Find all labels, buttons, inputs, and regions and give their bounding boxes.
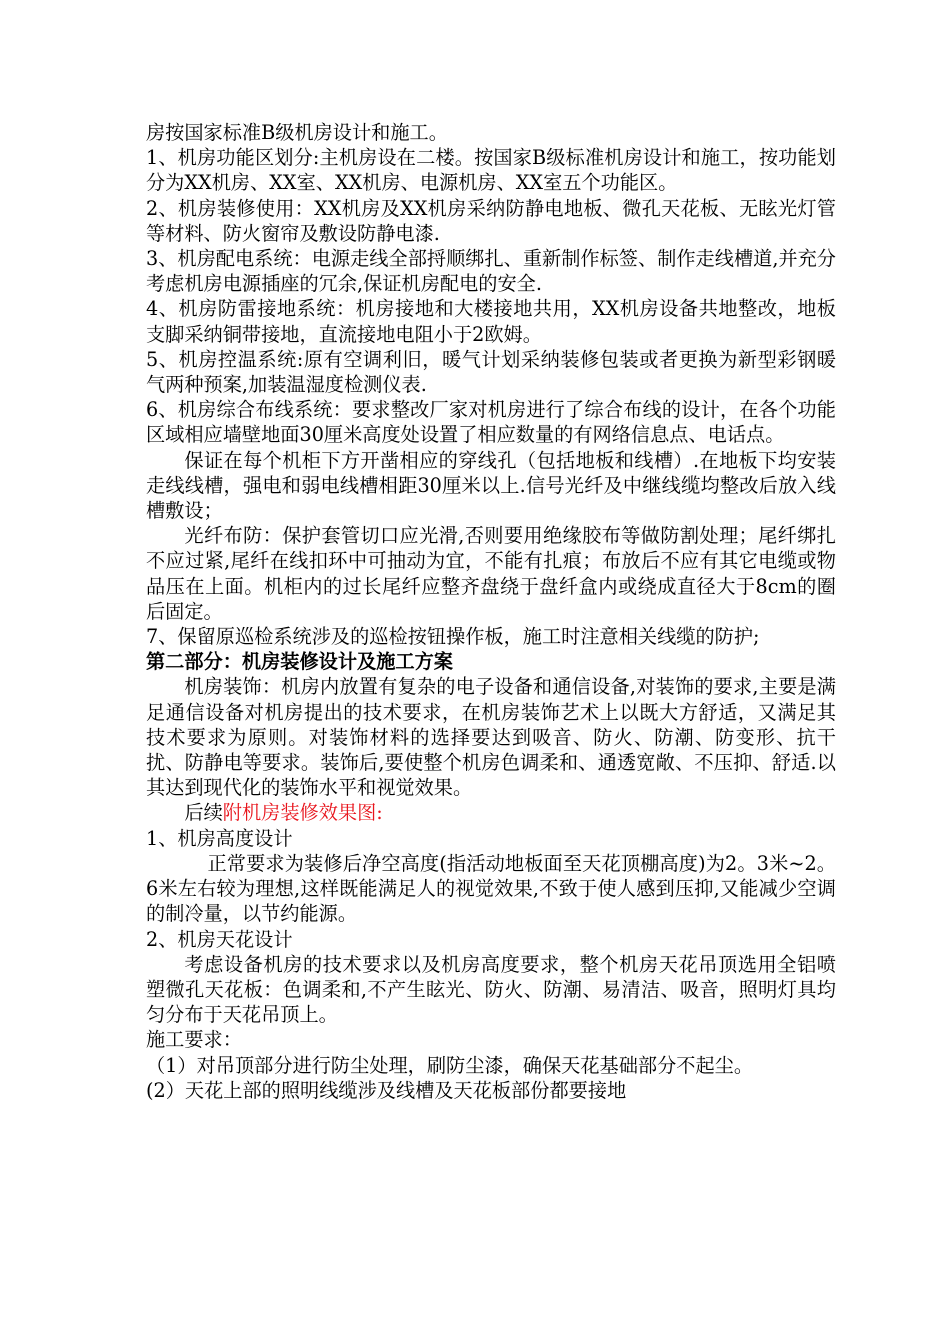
paragraph-item-6: 6、机房综合布线系统：要求整改厂家对机房进行了综合布线的设计，在各个功能区域相应墙壁地面30厘米高度处设置了相应数量的有网络信息点、电话点。 [146,398,836,447]
paragraph-item-1: 1、机房功能区划分:主机房设在二楼。按国家B级标准机房设计和施工，按功能划分为XX机房、XX室、XX机房、电源机房、XX室五个功能区。 [146,146,836,195]
construction-requirements-label: 施工要求： [146,1028,242,1052]
follow-up-prefix: 后续 [184,801,223,825]
paragraph-ceiling: 考虑设备机房的技术要求以及机房高度要求，整个机房天花吊顶选用全铝喷塑微孔天花板：色调柔和,不产生眩光、防火、防潮、易清洁、吸音，照明灯具均匀分布于天花吊顶上。 [146,952,836,1027]
subheading-height-design: 1、机房高度设计 [146,826,293,850]
paragraph-item-4: 4、机房防雷接地系统：机房接地和大楼接地共用，XX机房设备共地整改，地板支脚采纳铜带接地，直流接地电阻小于2欧姆。 [146,297,836,346]
paragraph-height-requirement: 正常要求为装修后净空高度(指活动地板面至天花顶棚高度)为2。3米~2。6米左右较为理想,这样既能满足人的视觉效果,不致于使人感到压抑,又能减少空调的制冷量，以节约能源。 [146,851,836,926]
follow-up-link-text: 附机房装修效果图: [222,801,383,825]
paragraph-fiber-protection: 光纤布防：保护套管切口应光滑,否则要用绝缘胶布等做防割处理；尾纤绑扎不应过紧,尾纤在线扣环中可抽动为宜，不能有扎痕；布放后不应有其它电缆或物品压在上面。机柜内的过长尾纤应整齐盘绕于盘纤盒内或绕成直径大于8cm的圈后固定。 [146,524,836,623]
paragraph-item-2: 2、机房装修使用：XX机房及XX机房采纳防静电地板、微孔天花板、无眩光灯管等材料、防火窗帘及敷设防静电漆. [146,196,836,245]
paragraph-intro: 房按国家标准B级机房设计和施工。 [146,121,448,144]
paragraph-item-3: 3、机房配电系统：电源走线全部捋顺绑扎、重新制作标签、制作走线槽道,并充分考虑机房电源插座的冗余,保证机房配电的安全. [146,247,836,296]
subheading-ceiling-design: 2、机房天花设计 [146,927,293,951]
document-page [146,120,836,1103]
requirement-1: （1）对吊顶部分进行防尘处理，刷防尘漆，确保天花基础部分不起尘。 [146,1053,754,1077]
paragraph-cabinet-holes: 保证在每个机柜下方开凿相应的穿线孔（包括地板和线槽）.在地板下均安装走线线槽，强电和弱电线槽相距30厘米以上.信号光纤及中继线缆均整改后放入线槽敷设； [146,448,836,523]
paragraph-item-5: 5、机房控温系统:原有空调利旧，暖气计划采纳装修包装或者更换为新型彩钢暖气两种预案,加装温湿度检测仪表. [146,347,836,397]
requirement-2: (2）天花上部的照明线缆涉及线槽及天花板部份都要接地 [146,1078,627,1102]
paragraph-decoration: 机房装饰：机房内放置有复杂的电子设备和通信设备,对装饰的要求,主要是满足通信设备对机房提出的技术要求，在机房装饰艺术上以既大方舒适，又满足其技术要求为原则。对装饰材料的选择要达到吸音、防火、防潮、防变形、抗干扰、防静电等要求。装饰后,要使整个机房色调柔和、通透宽敞、不压抑、舒适.以其达到现代化的装饰水平和视觉效果。 [146,675,836,800]
paragraph-item-7: 7、保留原巡检系统涉及的巡检按钮操作板，施工时注意相关线缆的防护; [146,625,760,649]
paragraph-follow-up [146,800,836,825]
section-heading: 第二部分：机房装修设计及施工方案 [146,650,453,674]
